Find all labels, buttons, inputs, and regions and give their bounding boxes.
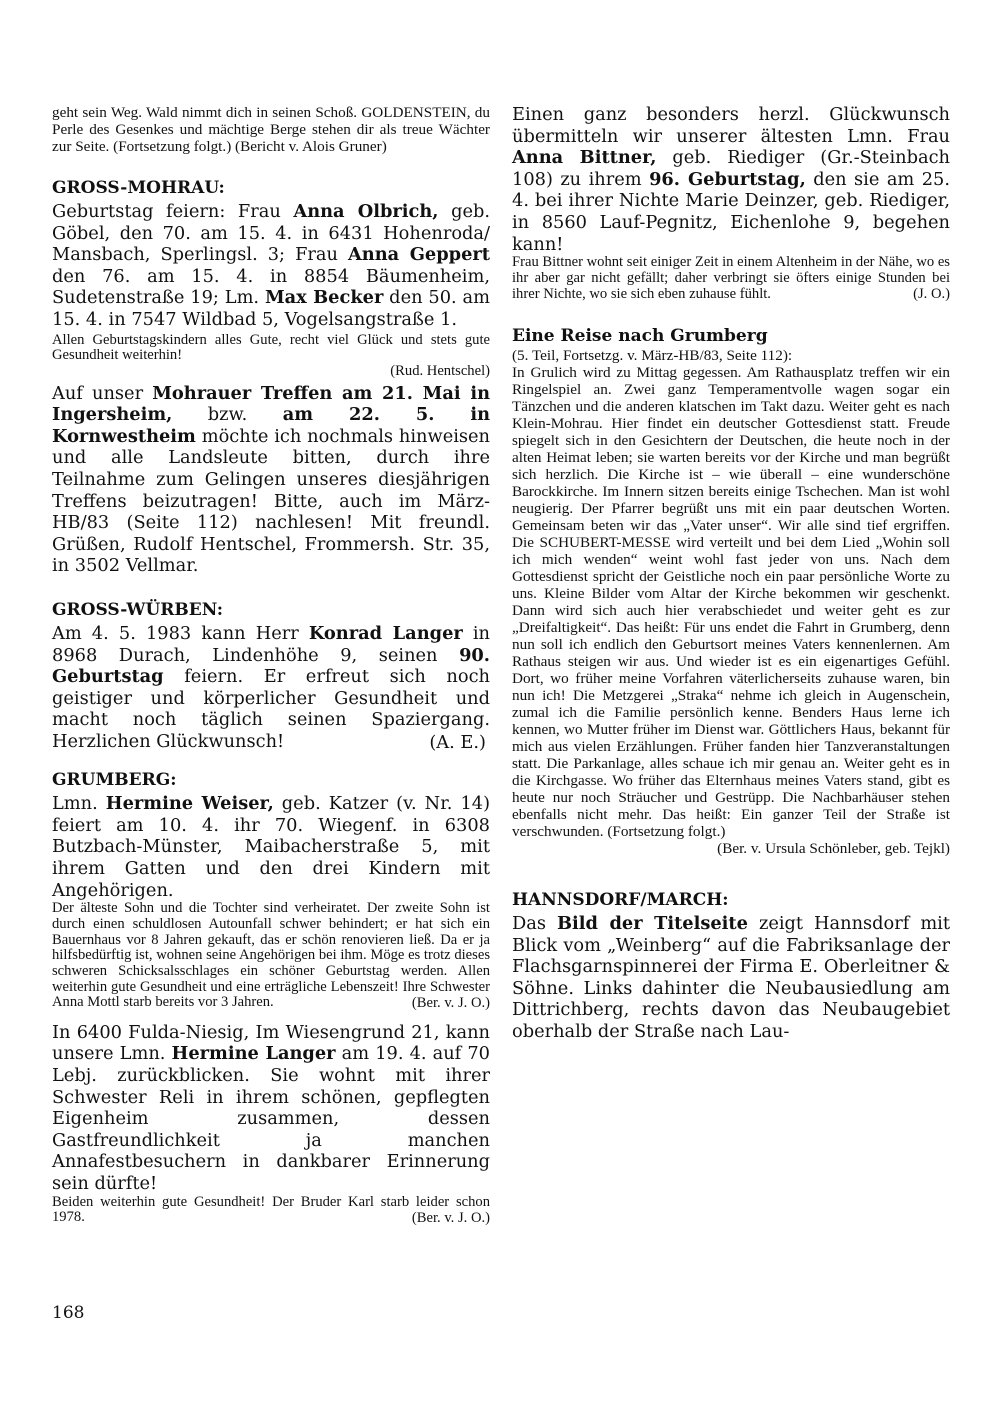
person-name: Anna Geppert — [348, 244, 490, 266]
meeting-paragraph: Auf unser Mohrauer Treffen am 21. Mai in Ingersheim, bzw. am 22. 5. in Kornwestheim möchte ich nochmals hinweisen und alle Landsleute bitten, durch ihre Teilnahme zum Gelingen unseres diesjährigen Treffens beizutragen! Bitte, auch im März-HB/83 (Seite 112) nachlesen! Mit freundl. Grüßen, Rudolf Hentschel, Frommersh. Str. 35, in 3502 Vellmar. — [52, 382, 490, 577]
author-signature: (Ber. v. J. O.) — [411, 995, 490, 1012]
article-subtitle: (5. Teil, Fortsetzg. v. März-HB/83, Seite 112): — [512, 346, 793, 364]
person-name: Hermine Langer — [171, 1043, 336, 1065]
cover-photo-paragraph: Das Bild der Titelseite zeigt Hannsdorf mit Blick vom „Weinberg“ auf die Fabriksanlage der Flachsgarnspinnerei der Firma E. Oberleitner & Söhne. Links dahinter die Neubausiedlung am Dittrichberg, rechts davon das Neubaugebiet oberhalb der Straße nach Lau- — [512, 912, 951, 1042]
left-column — [52, 104, 490, 1227]
page-number: 168 — [52, 1303, 85, 1323]
section-gross-mohrau — [52, 177, 490, 577]
section-reise-grumberg — [512, 325, 950, 857]
section-heading: GROSS-WÜRBEN: — [52, 600, 223, 621]
right-column — [512, 104, 950, 1043]
section-grumberg — [52, 769, 490, 1226]
birthday-paragraph: Geburtstag feiern: Frau Anna Olbrich, geb. Göbel, den 70. am 15. 4. in 6431 Hohenroda/ Mansbach, Sperlingsl. 3; Frau Anna Geppert den 76. am 15. 4. in 8854 Bäumenheim, Sudetenstraße 19; Lm. Max Becker den 50. am 15. 4. in 7547 Wildbad 5, Vogelsangstraße 1. — [52, 201, 491, 330]
section-heading: GRUMBERG: — [52, 770, 177, 791]
section-heading: GROSS-MOHRAU: — [52, 178, 225, 198]
intro-paragraph: geht sein Weg. Wald nimmt dich in seinen Schoß. GOLDENSTEIN, du Perle des Gesenkes und mächtige Berge stehen dir als treue Wächter zur Seite. (Fortsetzung folgt.) (Bericht v. Alois Gruner) — [52, 104, 490, 155]
author-signature: (A. E.) — [429, 731, 486, 753]
section-gross-wuerben — [52, 599, 490, 753]
wish-paragraph: Allen Geburtstagskindern alles Gute, recht viel Glück und stets gute Gesundheit weiterhin! — [52, 331, 490, 364]
section-hannsdorf — [512, 889, 950, 1043]
person-name: Anna Olbrich, — [293, 201, 439, 222]
section-bittner — [512, 104, 950, 303]
birthday-paragraph: Am 4. 5. 1983 kann Herr Konrad Langer in 8968 Durach, Lindenhöhe 9, seinen 90. Geburtstag feiern. Er erfreut sich noch geistiger und körperlicher Gesundheit und macht noch täglich seinen Spaziergang. Herzlichen Glückwunsch! — [52, 623, 490, 752]
person-name: Anna Bittner, — [512, 147, 657, 169]
birthday-paragraph: Lmn. Hermine Weiser, geb. Katzer (v. Nr. 14) feiert am 10. 4. ihr 70. Wiegenf. in 6308 Butzbach-Münster, Maibacherstraße 5, mit ihrem Gatten und den drei Kindern mit Angehörigen. — [52, 793, 491, 901]
detail-paragraph: Der älteste Sohn und die Tochter sind verheiratet. Der zweite Sohn ist durch einen schuldlosen Autounfall schwer behindert; er hat sich ein Bauernhaus vor 8 Jahren gekauft, das er schön renovieren ließ. Da er ja hilfsbedürftig ist, wohnen seine Angehörigen bei ihm. Möge es trotz dieses schweren Schicksalsschlages ein schöner Geburtstag werden. Allen weiterhin gute Gesundheit und eine erträgliche Lebenszeit! Ihre Schwester Anna Mottl starb bereits vor 3 Jahren. — [52, 900, 490, 1011]
author-signature: (Ber. v. J. O.) — [411, 1209, 490, 1226]
birthday-paragraph: Einen ganz besonders herzl. Glückwunsch übermitteln wir unserer ältesten Lmn. Frau Anna Bittner, geb. Riediger (Gr.-Steinbach 108) zu ihrem 96. Geburtstag, den sie am 25. 4. bei ihrer Nichte Marie Deinzer, geb. Riediger, in 8560 Lauf-Pegnitz, Eichenlohe 9, begehen kann! — [512, 104, 951, 255]
article-heading: Eine Reise nach Grumberg — [512, 325, 768, 346]
person-name: Hermine Weiser, — [105, 793, 274, 815]
person-name: Konrad Langer — [308, 623, 463, 645]
detail-paragraph: Beiden weiterhin gute Gesundheit! Der Bruder Karl starb leider schon 1978. — [52, 1193, 490, 1226]
section-heading: HANNSDORF/MARCH: — [512, 889, 729, 910]
person-name: Max Becker — [264, 287, 384, 309]
article-body: In Grulich wird zu Mittag gegessen. Am Rathausplatz treffen wir ein Ringelspiel an. Zwei ganz Temperamentvolle wagen sogar ein Tänzchen und die anderen klatschen im Takt dazu. Weiter geht es nach Klein-Mohrau. Hier findet ein deutscher Gottesdienst statt. Freude spiegelt sich in den Gesichtern der Deutschen, die heute noch in der alten Heimat leben; sie warten bereits vor der Kirche und man begrüßt sich herzlich. Die Kirche ist – wie überall – eine wunderschöne Barockkirche. Im Innern sitzen bereits einige Tschechen. Man ist wohl neugierig. Der Pfarrer begrüßt uns mit ein paar deutschen Worten. Gemeinsam beten wir das „Vater unser“. Wir alle sind tief ergriffen. Die SCHUBERT-MESSE wird verteilt und bei dem Lied „Wohin soll ich mich wenden“ weint wohl fast jeder von uns. Nach dem Gottesdienst spricht der Geistliche noch ein paar persönliche Worte zu uns. Kleine Bilder vom Altar der Kirche bekommen wir geschenkt. Dann wird sich auch hier verabschiedet und weiter geht es zur „Dreifaltigkeit“. Das heißt: Für uns endet die Fahrt in Grumberg, denn nun soll ich endlich den Geburtsort meines Vaters kennenlernen. Am Rathaus steigen wir aus. Und wieder ist es ein eigenartiges Gefühl. Dort, wo früher meine Vorfahren väterlicherseits zuhause waren, bin nun ich! Die Metzgerei „Straka“ nehme ich gleich in Augenschein, zumal ich die Familie persönlich kenne. Benders Haus lerne ich kennen, wo Mutter früher im Dienst war. Göttlichers Haus, bekannt für mich aus vielen Erzählungen. Früher fanden hier Tanzveranstaltungen statt. Die Parkanlage, alles schaue ich mir genau an. Weiter geht es in die Kirchgasse. Wo früher das Elternhaus meines Vaters stand, gibt es heute nur noch Sträucher und Gestrüpp. Die Nachbarhäuser stehen ebenfalls nicht mehr. Das heißt: Ein ganzer Teil der Straße ist verschwunden. (Fortsetzung folgt.) — [512, 363, 950, 840]
detail-paragraph: Frau Bittner wohnt seit einiger Zeit in einem Altenheim in der Nähe, wo es ihr aber gar nicht gefällt; daher verbringt sie öfters einige Stunden bei ihrer Nichte, wo sie sich eben zuhause fühlt. — [512, 254, 950, 302]
birthday-paragraph: In 6400 Fulda-Niesig, Im Wiesengrund 21, kann unsere Lmn. Hermine Langer am 19. 4. auf 70 Lebj. zurückblicken. Sie wohnt mit ihrer Schwester Reli in ihrem schönen, gepflegten Eigenheim zusammen, dessen Gastfreundlichkeit ja manchen Annafestbesuchern in dankbarer Erinnerung sein dürfte! — [52, 1021, 490, 1194]
author-signature: (Ber. v. Ursula Schönleber, geb. Tejkl) — [717, 839, 950, 857]
author-signature: (Rud. Hentschel) — [390, 362, 490, 379]
author-signature: (J. O.) — [913, 286, 950, 303]
